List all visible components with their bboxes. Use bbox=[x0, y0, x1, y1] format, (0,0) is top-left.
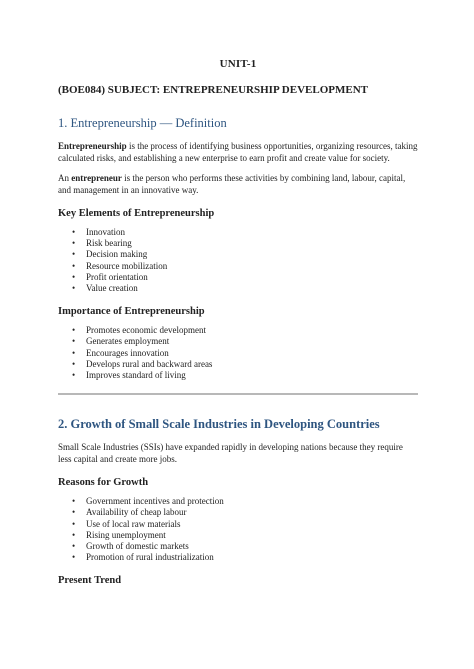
section1-heading: 1. Entrepreneurship — Definition bbox=[58, 116, 227, 130]
section2-heading: 2. Growth of Small Scale Industries in Developing Countries bbox=[58, 417, 380, 432]
list-item: • Value creation bbox=[72, 283, 138, 294]
bullet-icon: • bbox=[72, 507, 76, 518]
list-item: • Profit orientation bbox=[72, 271, 148, 282]
section-divider bbox=[58, 393, 418, 395]
list-item: • Rising unemployment bbox=[72, 529, 166, 540]
definition-paragraph bbox=[58, 141, 418, 164]
list-item: • Resource mobilization bbox=[72, 260, 168, 271]
list-item: • Encourages innovation bbox=[72, 347, 169, 358]
term-entrepreneur: entrepreneur bbox=[71, 173, 122, 183]
reasons-list bbox=[58, 496, 418, 563]
list-item: • Generates employment bbox=[72, 336, 170, 347]
list-item: • Decision making bbox=[72, 249, 148, 260]
present-trend-heading: Present Trend bbox=[58, 575, 122, 587]
bullet-icon: • bbox=[72, 552, 76, 563]
bullet-icon: • bbox=[72, 518, 76, 529]
bullet-icon: • bbox=[72, 260, 76, 271]
key-elements-list bbox=[58, 227, 418, 294]
importance-heading: Importance of Entrepreneurship bbox=[58, 306, 205, 318]
list-item: • Availability of cheap labour bbox=[72, 507, 187, 518]
bullet-icon: • bbox=[72, 227, 76, 237]
list-item: • Innovation bbox=[72, 227, 125, 237]
bullet-icon: • bbox=[72, 541, 76, 552]
entrepreneur-text: is the person who performs these activities by combining land, labour, capital, and management in an innovative way. bbox=[58, 173, 406, 195]
bullet-icon: • bbox=[72, 529, 76, 540]
bullet-icon: • bbox=[72, 271, 76, 282]
bullet-icon: • bbox=[72, 238, 76, 249]
list-item: • Improves standard of living bbox=[72, 370, 186, 381]
bullet-icon: • bbox=[72, 358, 76, 369]
key-elements-heading: Key Elements of Entrepreneurship bbox=[58, 208, 215, 219]
bullet-icon: • bbox=[72, 347, 76, 358]
bullet-icon: • bbox=[72, 283, 76, 294]
bullet-icon: • bbox=[72, 496, 76, 507]
entrepreneur-paragraph bbox=[58, 173, 418, 196]
list-item: • Risk bearing bbox=[72, 238, 132, 249]
list-item: • Growth of domestic markets bbox=[72, 541, 189, 552]
list-item: • Promotes economic development bbox=[72, 325, 206, 336]
bullet-icon: • bbox=[72, 249, 76, 260]
subject-title: (BOE084) SUBJECT: ENTREPRENEURSHIP DEVELOPMENT bbox=[58, 84, 368, 96]
reasons-heading: Reasons for Growth bbox=[58, 477, 149, 489]
document-page bbox=[58, 58, 418, 594]
definition-text: is the process of identifying business opportunities, organizing resources, taking calculated risks, and establishing a new enterprise to earn profit and create value for society. bbox=[58, 141, 418, 163]
bullet-icon: • bbox=[72, 325, 76, 336]
bullet-icon: • bbox=[72, 336, 76, 347]
unit-title: UNIT-1 bbox=[219, 58, 257, 70]
list-item: • Promotion of rural industrialization bbox=[72, 552, 214, 563]
bullet-icon: • bbox=[72, 370, 76, 381]
term-entrepreneurship: Entrepreneurship bbox=[58, 141, 127, 151]
list-item: • Develops rural and backward areas bbox=[72, 358, 213, 369]
list-item: • Use of local raw materials bbox=[72, 518, 181, 529]
importance-list bbox=[58, 325, 418, 381]
entrepreneur-lead: An bbox=[58, 173, 72, 183]
ssi-paragraph: Small Scale Industries (SSIs) have expanded rapidly in developing nations because they require less capital and create more jobs. bbox=[58, 442, 403, 464]
list-item: • Government incentives and protection bbox=[72, 496, 224, 507]
